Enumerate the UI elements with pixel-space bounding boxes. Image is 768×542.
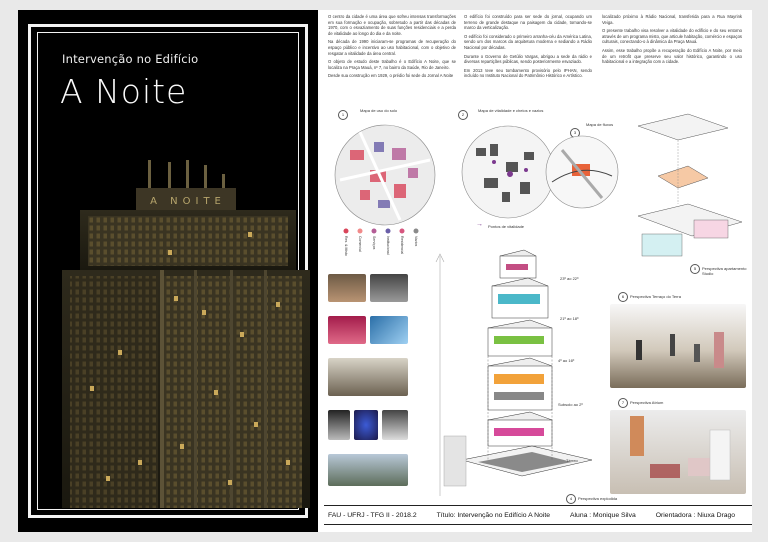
flow-map: [542, 132, 622, 212]
paragraph: Desde sua construção em 1929, o prédio foi sede do Jornal A Noite: [328, 73, 454, 79]
perspective-label-3: Perspectiva Atrium: [630, 400, 664, 405]
legend-label: Serviços: [372, 236, 376, 250]
presentation-board: [18, 10, 752, 532]
exploded-axonometric: [422, 246, 612, 502]
terrace-render: [610, 304, 746, 388]
paragraph: localizado próximo à Rádio Nacional, transferida para a Rua Mayrink Veiga.: [602, 14, 742, 25]
paragraph: O objeto de estudo deste trabalho é o Edifício A Noite, que se localiza na Praça Mauá, nº 7, no bairro da Saúde, Rio de Janeiro.: [328, 59, 456, 70]
floor-label-1: 23º ao 22º: [560, 276, 579, 281]
paragraph: O edifício foi considerado o primeiro arranha-céu da América Latina, sendo um dos marcos da arquitetura moderna e sediando a Rádio Nacional por décadas.: [464, 33, 592, 50]
floor-block-2: [492, 278, 548, 318]
footer-title: Título: Intervenção no Edifício A Noite: [436, 511, 550, 519]
atrium-furniture: [610, 410, 746, 494]
floor-label-4: Subsolo ao 2º: [558, 402, 583, 407]
text-column-2: [464, 14, 592, 82]
photo-street-aerial: [328, 358, 408, 396]
footer-school: FAU - UFRJ - TFG II - 2018.2: [328, 511, 417, 519]
map-number-1: 1: [338, 110, 348, 120]
poster-panel: [18, 10, 318, 532]
legend-label: Residencial: [400, 236, 404, 255]
photo-art-1: [328, 410, 350, 440]
map-number-2: 2: [458, 110, 468, 120]
photo-landscape: [328, 454, 408, 486]
building-night-image: [18, 160, 318, 510]
paragraph: Em 2013 teve seu tombamento provisório pelo IPHAN, sendo incluído no Instituto Nacional do Patrimônio Histórico e Artístico.: [464, 67, 592, 79]
map3-title: Mapa de fluxos: [586, 122, 614, 127]
footer-bar: [324, 505, 752, 525]
photo-art-3: [382, 410, 408, 440]
poster-title: A Noite: [60, 72, 188, 111]
perspective-number-3: 7: [618, 398, 628, 408]
legend-label: Institucional: [386, 236, 390, 255]
floor-block-top: [500, 250, 536, 278]
facade-sign: A NOITE: [150, 196, 226, 207]
perspective-label-2: Perspectiva Terraço do Terra: [630, 294, 681, 299]
paragraph: Durante o Governo de Getúlio Vargas, abrigou a sede da rádio e diversas repartições públicas, sendo posteriormente esvaziado.: [464, 53, 592, 65]
legend-label: Comercial: [358, 236, 362, 252]
photo-interior-2: [370, 274, 408, 302]
perspective-number-1: 5: [690, 264, 700, 274]
apartment-section-drawing: [618, 106, 748, 272]
floor-block-5: [488, 412, 552, 446]
text-column-1: [328, 14, 456, 82]
vitality-legend: Pontos de vitalidade: [488, 224, 525, 229]
paragraph: Assim, esse trabalho propõe a recuperação do Edifício A Noite, por meio de um retrofit que preserve seu valor histórico, garantindo o uso habitacional e a integração com a cidade.: [602, 47, 742, 65]
photo-glass-building: [370, 316, 408, 344]
text-column-3: [602, 14, 742, 68]
arrow-icon: →: [476, 221, 483, 228]
floor-label-5: Térreo: [566, 458, 578, 463]
paragraph: O edifício foi construído para ser sede do jornal, ocupando um terreno de grande destaque na paisagem da cidade, tornando-se marco da verticalização.: [464, 14, 592, 31]
photo-interior-1: [328, 274, 366, 302]
map2-title: Mapa de vitalidade e cheios e vazios: [478, 108, 544, 113]
legend-label: Res. & Misto: [344, 236, 348, 256]
perspective-label-1: Perspectiva apartamento Studio: [702, 266, 747, 276]
photo-street-red: [328, 316, 366, 344]
footer-advisor: Orientadora : Niuxa Drago: [655, 511, 736, 519]
legend-swatches: [344, 229, 419, 234]
floor-block-4: [488, 358, 552, 410]
footer-student: Aluna : Monique Silva: [570, 511, 636, 519]
map1-title: Mapa de uso do solo: [360, 108, 398, 113]
floor-label-2: 21º ao 18º: [560, 316, 579, 321]
map-number-3: 3: [570, 128, 580, 138]
diagram-number: 4: [566, 494, 576, 504]
poster-subtitle: Intervenção no Edifício: [62, 52, 199, 66]
atrium-render: [610, 410, 746, 494]
land-use-map: [330, 120, 440, 230]
paragraph: O centro da cidade é uma área que sofreu intensas transformações em sua formação e ocupação, sobretudo a partir das décadas de 1970, com o esvaziamento de suas funções residenciais e a perda de vitalidade ao longo do dia e da noite.: [328, 14, 456, 36]
terrace-figures: [610, 304, 746, 388]
paragraph: O presente trabalho visa resolver a vitalidade do edifício e do seu entorno através de um programa misto, que articule habitação, comércio e espaços culturais, conectando-o à dinâmica da Praça Mauá.: [602, 28, 742, 45]
perspective-number-2: 6: [618, 292, 628, 302]
perspective-label: Perspectiva explodida: [578, 496, 618, 501]
floor-label-3: 4º ao 16º: [558, 358, 575, 363]
paragraph: Na década de 1990 iniciaram-se programas de recuperação do espaço público e incentivo ao uso habitacional, com o objetivo de resgatar a vitalidade da área central.: [328, 39, 456, 56]
floor-block-3: [488, 320, 552, 356]
photo-art-2: [354, 410, 378, 440]
legend-label: Vazios: [414, 236, 418, 247]
